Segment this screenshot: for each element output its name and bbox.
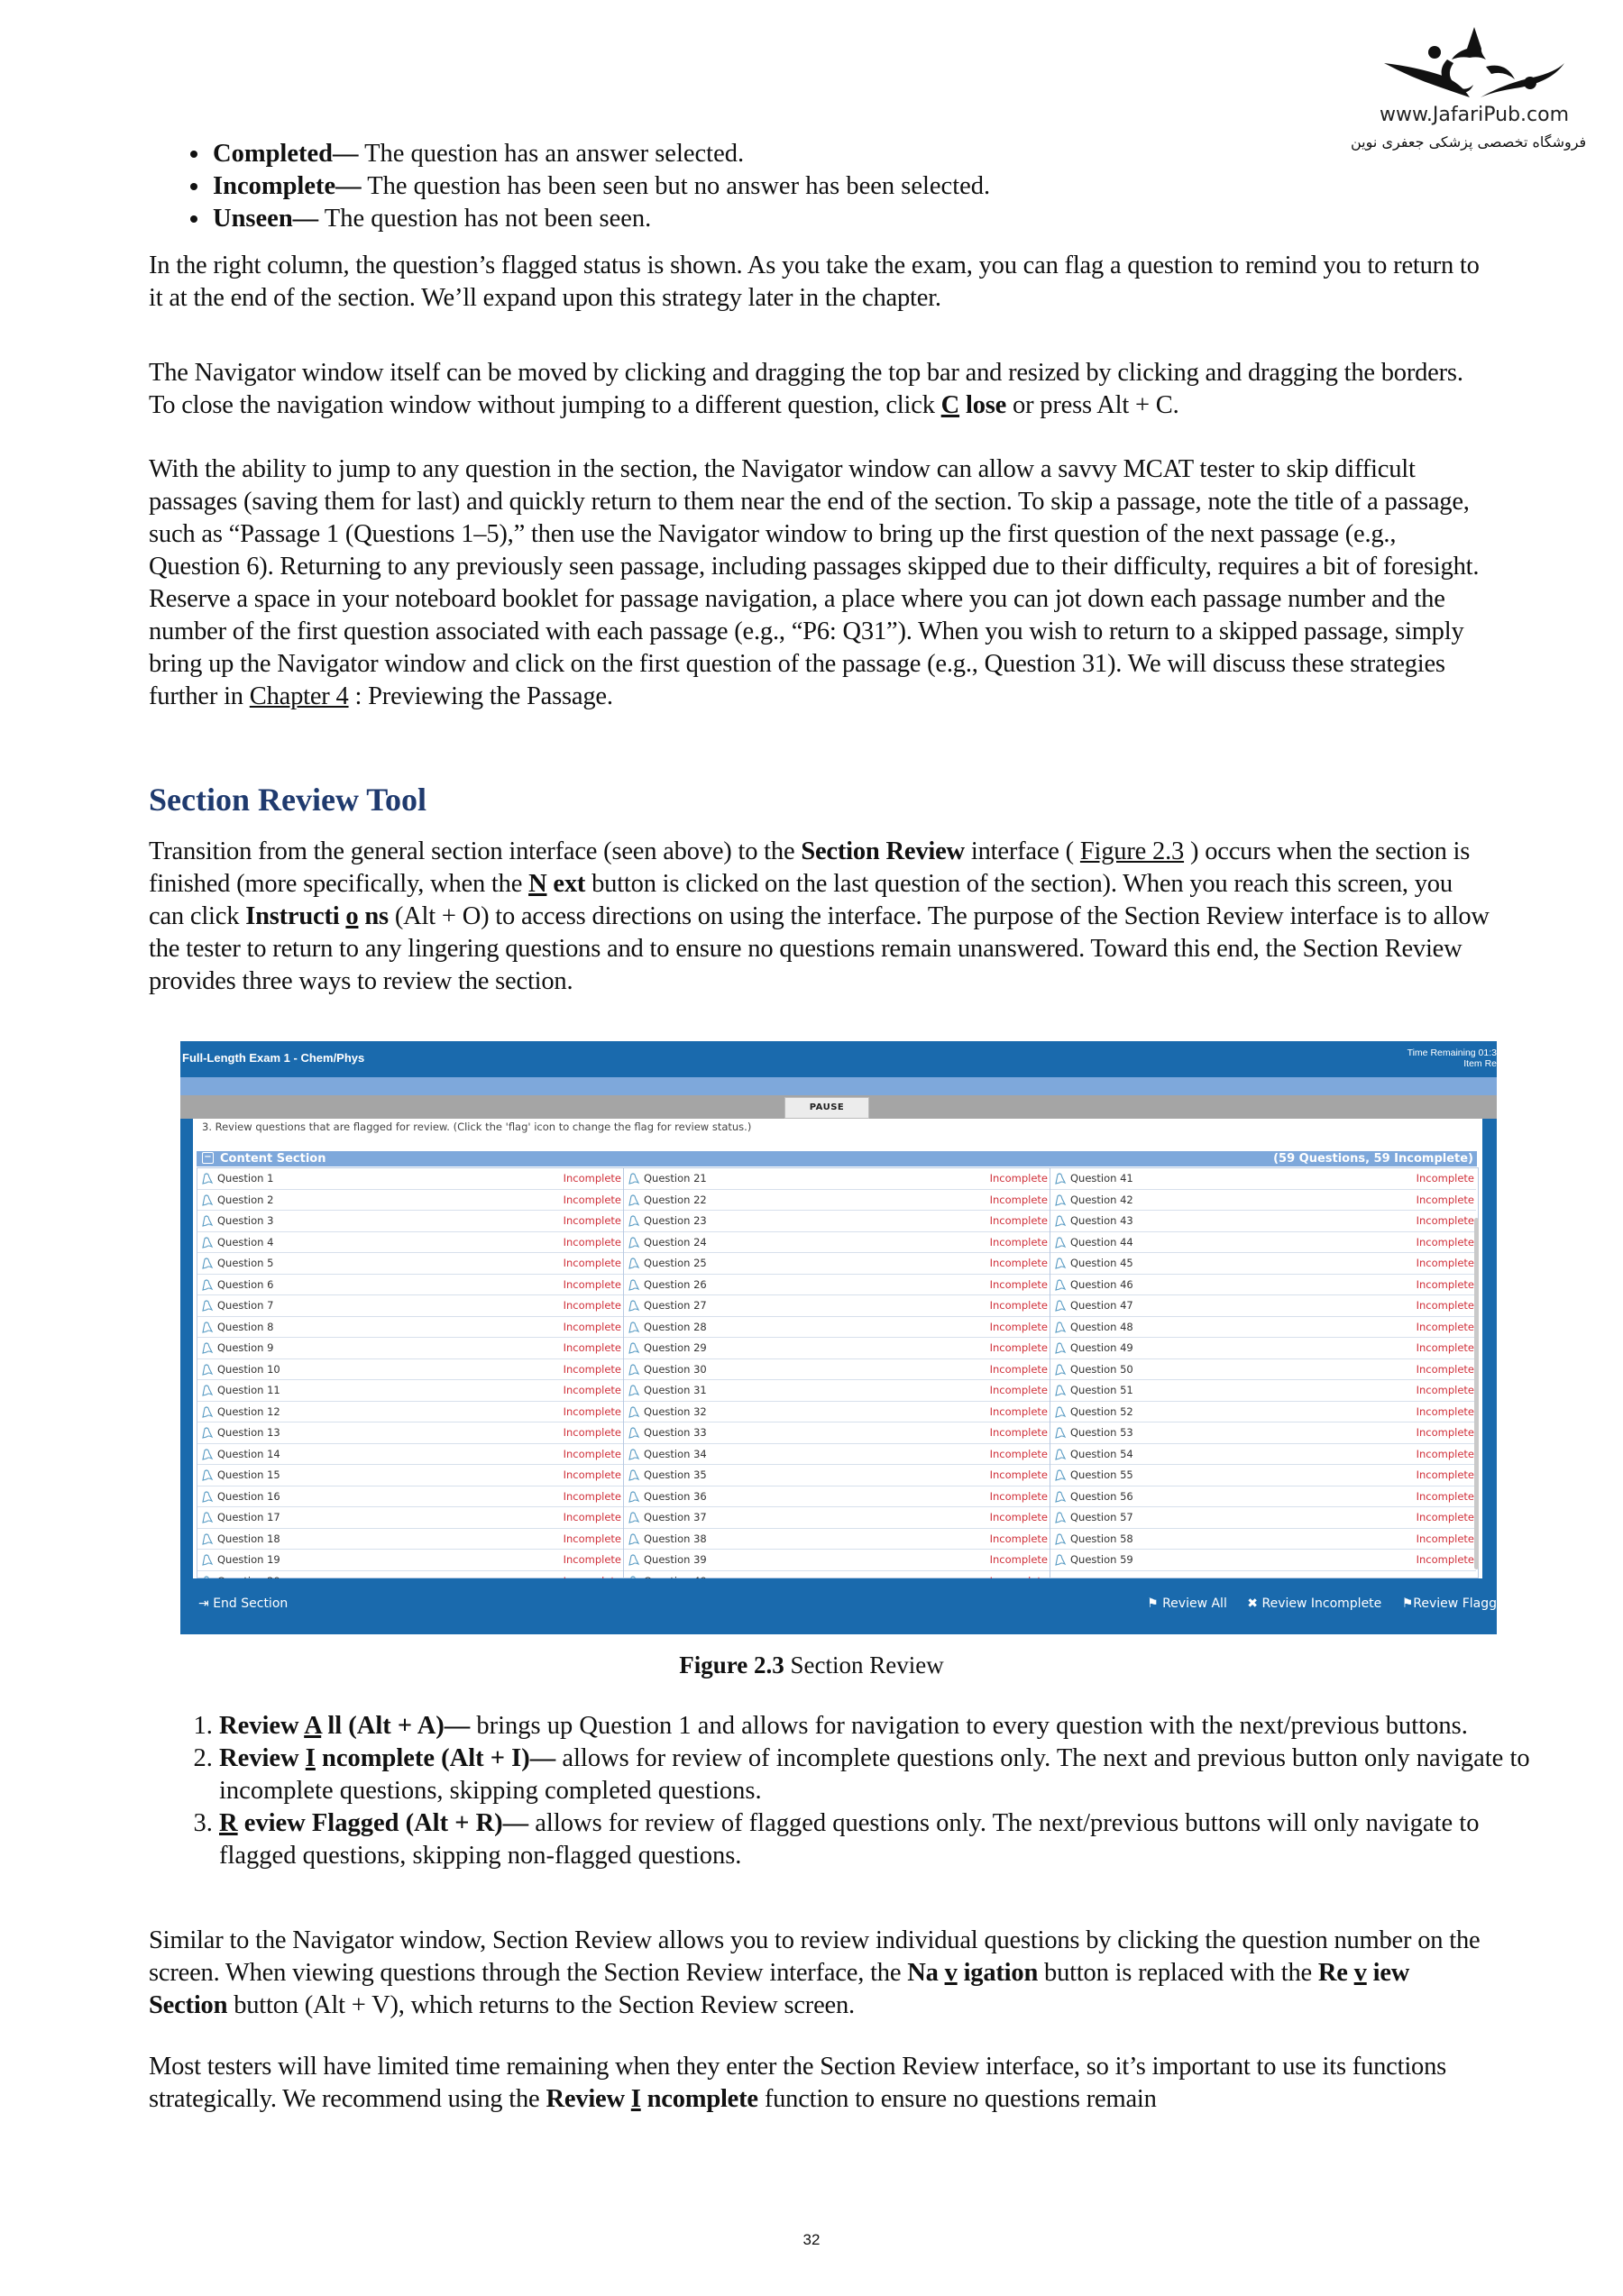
question-status: Incomplete [1416, 1299, 1474, 1312]
flag-icon[interactable] [1054, 1236, 1067, 1249]
question-label[interactable]: Question 2 [217, 1193, 274, 1206]
flag-icon[interactable] [201, 1511, 214, 1523]
review-option-flagged: 3. R eview Flagged (Alt + R)— allows for review of flagged questions only. The next/previous buttons will only navigate to flagged questions, skipping non-flagged questions. [219, 1807, 1536, 1872]
question-label[interactable]: Question 55 [1070, 1468, 1133, 1481]
question-row[interactable] [624, 1317, 1050, 1339]
question-row[interactable] [1050, 1529, 1476, 1550]
status-item-unseen: • Unseen— The question has not been seen. [211, 203, 990, 235]
scrollbar[interactable] [1474, 1218, 1479, 1569]
question-label[interactable]: Question 28 [644, 1320, 707, 1333]
question-status: Incomplete [1416, 1489, 1474, 1503]
question-row[interactable] [1050, 1444, 1476, 1466]
flag-icon[interactable] [201, 1405, 214, 1418]
question-row[interactable] [624, 1253, 1050, 1275]
question-status: Incomplete [1416, 1362, 1474, 1376]
question-label[interactable]: Question 46 [1070, 1277, 1133, 1291]
question-status: Incomplete [563, 1341, 621, 1354]
flag-icon[interactable] [1054, 1553, 1067, 1566]
flag-icon[interactable] [201, 1194, 214, 1206]
question-row[interactable] [1050, 1486, 1476, 1508]
question-status: Incomplete [989, 1362, 1048, 1376]
question-status: Incomplete [1416, 1447, 1474, 1460]
flag-icon[interactable] [628, 1468, 640, 1481]
exam-title-bar [180, 1041, 1497, 1077]
question-label[interactable]: Question 52 [1070, 1404, 1133, 1418]
flag-icon[interactable] [201, 1236, 214, 1249]
section-count: (59 Questions, 59 Incomplete) [1273, 1152, 1473, 1166]
question-status: Incomplete [563, 1489, 621, 1503]
question-row[interactable] [197, 1232, 623, 1254]
flag-icon[interactable] [201, 1426, 214, 1439]
question-status: Incomplete [1416, 1277, 1474, 1291]
question-label[interactable]: Question 12 [217, 1404, 280, 1418]
section-name: Content Section [220, 1152, 326, 1166]
review-flagged-button[interactable]: ⚑Review Flagg [1401, 1596, 1497, 1611]
question-row[interactable] [624, 1295, 1050, 1317]
question-label[interactable]: Question 36 [644, 1489, 707, 1503]
flag-icon[interactable] [1054, 1257, 1067, 1269]
question-status: Incomplete [1416, 1214, 1474, 1227]
question-row[interactable] [624, 1359, 1050, 1381]
review-option-all: 1. Review A ll (Alt + A)— brings up Question 1 and allows for navigation to every question with the next/previous buttons. [219, 1710, 1536, 1743]
question-status: Incomplete [563, 1172, 621, 1185]
question-status: Incomplete [989, 1320, 1048, 1333]
flag-icon[interactable] [1054, 1299, 1067, 1312]
review-incomplete-button[interactable]: ✖ Review Incomplete [1247, 1596, 1382, 1611]
flag-icon[interactable] [201, 1384, 214, 1396]
question-status: Incomplete [563, 1235, 621, 1249]
question-row[interactable] [197, 1444, 623, 1466]
question-row[interactable] [197, 1253, 623, 1275]
question-row[interactable] [624, 1168, 1050, 1190]
question-status: Incomplete [563, 1299, 621, 1312]
question-label[interactable]: Question 25 [644, 1257, 707, 1269]
flag-icon[interactable] [1054, 1532, 1067, 1545]
question-status: Incomplete [563, 1320, 621, 1333]
flag-icon[interactable] [201, 1532, 214, 1545]
question-column-2 [624, 1168, 1050, 1592]
question-row[interactable] [197, 1486, 623, 1508]
flag-icon[interactable] [1054, 1194, 1067, 1206]
question-label[interactable]: Question 34 [644, 1447, 707, 1460]
question-row[interactable] [1050, 1275, 1476, 1296]
review-content [193, 1119, 1482, 1578]
question-status: Incomplete [1416, 1404, 1474, 1418]
question-label[interactable]: Question 8 [217, 1320, 274, 1333]
review-option-incomplete: 2. Review I ncomplete (Alt + I)— allows for review of incomplete questions only. The next and previous button only navigate to incomplete questions, skipping completed questions. [219, 1743, 1536, 1807]
calligraphy-logo-icon [1380, 20, 1569, 105]
question-label[interactable]: Question 26 [644, 1277, 707, 1291]
flag-icon[interactable] [1054, 1214, 1067, 1227]
question-status: Incomplete [989, 1193, 1048, 1206]
flag-icon[interactable] [628, 1214, 640, 1227]
flag-icon[interactable] [1054, 1384, 1067, 1396]
question-status: Incomplete [1416, 1235, 1474, 1249]
question-status: Incomplete [563, 1426, 621, 1439]
question-row[interactable] [197, 1550, 623, 1571]
question-label[interactable]: Question 14 [217, 1447, 280, 1460]
question-status: Incomplete [989, 1235, 1048, 1249]
question-label[interactable]: Question 45 [1070, 1257, 1133, 1269]
question-status: Incomplete [563, 1532, 621, 1545]
question-status: Incomplete [563, 1404, 621, 1418]
flag-icon[interactable] [628, 1172, 640, 1185]
section-heading: Section Review Tool [149, 782, 427, 818]
paragraph-skip-passages: With the ability to jump to any question in the section, the Navigator window can allow a savvy MCAT tester to skip difficult passages (saving them for last) and quickly return to them near the end of the section. To skip a passage, note the title of a passage, such as “Passage 1 (Questions 1–5),” then use the Navigator window to bring up the first question of the next passage (e.g., Question 6). Returning to any previously seen passage, including passages skipped due to their difficulty, requires a bit of foresight. Reserve a space in your noteboard booklet for passage navigation, a place where you can jot down each passage number and the number of the first question associated with each passage (e.g., “P6: Q31”). When you wish to return to a skipped passage, simply bring up the Navigator window and click on the first question of the passage (e.g., Question 31). We will discuss these strategies further in Chapter 4 : Previewing the Passage. [149, 455, 1480, 710]
flag-icon[interactable] [201, 1172, 214, 1185]
question-row[interactable] [197, 1211, 623, 1232]
question-label[interactable]: Question 3 [217, 1214, 274, 1227]
question-status: Incomplete [989, 1299, 1048, 1312]
flag-icon[interactable] [1054, 1448, 1067, 1460]
collapse-icon[interactable]: − [202, 1152, 214, 1164]
flag-icon[interactable] [628, 1194, 640, 1206]
question-row[interactable] [624, 1550, 1050, 1571]
flag-icon[interactable] [628, 1553, 640, 1566]
exit-icon: ⇥ [198, 1596, 214, 1611]
question-label[interactable]: Question 4 [217, 1235, 274, 1249]
question-row[interactable] [197, 1295, 623, 1317]
flag-icon[interactable] [1054, 1363, 1067, 1376]
review-options-list [176, 1710, 1536, 1872]
publisher-tagline: فروشگاه تخصصی پزشکی جعفری نوین [1351, 133, 1587, 151]
question-row[interactable] [624, 1422, 1050, 1444]
flag-icon[interactable] [1054, 1341, 1067, 1354]
question-row[interactable] [197, 1465, 623, 1486]
toolbar-strip [180, 1077, 1497, 1095]
question-status: Incomplete [989, 1404, 1048, 1418]
flag-icon[interactable] [201, 1341, 214, 1354]
question-row[interactable] [624, 1507, 1050, 1529]
question-row[interactable] [624, 1190, 1050, 1212]
question-status: Incomplete [563, 1257, 621, 1269]
question-row[interactable] [1050, 1380, 1476, 1402]
end-section-button[interactable]: ⇥ End Section [198, 1596, 289, 1611]
figure-caption: Figure 2.3 Section Review [679, 1651, 944, 1679]
flag-icon[interactable] [628, 1384, 640, 1396]
flag-icon[interactable] [628, 1299, 640, 1312]
question-label[interactable]: Question 32 [644, 1404, 707, 1418]
question-row[interactable] [1050, 1253, 1476, 1275]
question-row[interactable] [1050, 1232, 1476, 1254]
flag-icon[interactable] [201, 1448, 214, 1460]
question-label[interactable]: Question 39 [644, 1553, 707, 1566]
question-status: Incomplete [563, 1511, 621, 1523]
question-label[interactable]: Question 10 [217, 1362, 280, 1376]
question-label[interactable]: Question 18 [217, 1532, 280, 1545]
question-status: Incomplete [563, 1384, 621, 1396]
question-grid [197, 1167, 1479, 1578]
paragraph-most-testers: Most testers will have limited time remaining when they enter the Section Review interface, so it’s important to use its functions strategically. We recommend using the Review I ncomplete function to ensure no questions remain [149, 2053, 1447, 2113]
question-label[interactable]: Question 22 [644, 1193, 707, 1206]
flag-icon[interactable] [201, 1363, 214, 1376]
question-label[interactable]: Question 38 [644, 1532, 707, 1545]
question-row[interactable] [1050, 1507, 1476, 1529]
flag-icon[interactable] [628, 1236, 640, 1249]
flag-icon[interactable] [628, 1426, 640, 1439]
question-label[interactable]: Question 19 [217, 1553, 280, 1566]
question-status: Incomplete [1416, 1257, 1474, 1269]
flag-icon: ⚑ [1401, 1596, 1414, 1611]
question-label[interactable]: Question 37 [644, 1511, 707, 1523]
figure-2-3-link[interactable]: Figure 2.3 [1079, 837, 1185, 865]
flag-icon[interactable] [628, 1341, 640, 1354]
x-icon: ✖ [1247, 1596, 1262, 1611]
question-status: Incomplete [563, 1447, 621, 1460]
question-status: Incomplete [989, 1172, 1048, 1185]
question-row[interactable] [197, 1380, 623, 1402]
flag-icon[interactable] [1054, 1426, 1067, 1439]
question-status: Incomplete [1416, 1384, 1474, 1396]
question-label[interactable]: Question 54 [1070, 1447, 1133, 1460]
pause-button[interactable]: PAUSE [784, 1097, 869, 1119]
question-status: Incomplete [1416, 1341, 1474, 1354]
question-status: Incomplete [563, 1214, 621, 1227]
question-label[interactable]: Question 27 [644, 1299, 707, 1312]
question-label[interactable]: Question 16 [217, 1489, 280, 1503]
question-label[interactable]: Question 56 [1070, 1489, 1133, 1503]
flag-icon[interactable] [1054, 1278, 1067, 1291]
question-label[interactable]: Question 58 [1070, 1532, 1133, 1545]
question-status: Incomplete [989, 1532, 1048, 1545]
flag-icon[interactable] [628, 1405, 640, 1418]
question-row[interactable] [1050, 1338, 1476, 1359]
flag-icon[interactable] [628, 1490, 640, 1503]
flag-icon[interactable] [1054, 1321, 1067, 1333]
question-label[interactable]: Question 43 [1070, 1214, 1133, 1227]
question-label[interactable]: Question 35 [644, 1468, 707, 1481]
question-row[interactable] [624, 1465, 1050, 1486]
question-row[interactable] [1050, 1211, 1476, 1232]
question-row[interactable] [624, 1338, 1050, 1359]
question-status: Incomplete [1416, 1172, 1474, 1185]
flag-icon[interactable] [201, 1490, 214, 1503]
question-row[interactable] [197, 1338, 623, 1359]
question-label[interactable]: Question 47 [1070, 1299, 1133, 1312]
question-row[interactable] [624, 1529, 1050, 1550]
question-status: Incomplete [989, 1426, 1048, 1439]
question-status: Incomplete [989, 1489, 1048, 1503]
question-label[interactable]: Question 30 [644, 1362, 707, 1376]
question-label[interactable]: Question 5 [217, 1257, 274, 1269]
paragraph-transition: Transition from the general section interface (seen above) to the Section Review interface ( Figure 2.3 ) occurs when the section is finished (more specifically, when the N ext button is clicked on the last question of the section). When you reach this screen, you can click Instructi o ns (Alt + O) to access directions on using the interface. The purpose of the Section Review interface is to allow the tester to return to any lingering questions and to ensure no questions remain unanswered. Toward this end, the Section Review provides three ways to review the section. [149, 837, 1490, 995]
flag-icon[interactable] [628, 1363, 640, 1376]
question-row[interactable] [1050, 1465, 1476, 1486]
question-status: Incomplete [1416, 1193, 1474, 1206]
question-row[interactable] [1050, 1359, 1476, 1381]
question-row[interactable] [1050, 1422, 1476, 1444]
question-status: Incomplete [989, 1341, 1048, 1354]
question-row[interactable] [624, 1486, 1050, 1508]
question-row[interactable] [1050, 1317, 1476, 1339]
publisher-url: www.JafariPub.com [1379, 104, 1570, 126]
question-label[interactable]: Question 59 [1070, 1553, 1133, 1566]
question-row[interactable] [624, 1211, 1050, 1232]
question-label[interactable]: Question 33 [644, 1426, 707, 1439]
question-status: Incomplete [989, 1511, 1048, 1523]
question-row[interactable] [197, 1507, 623, 1529]
page-number: 32 [802, 2231, 821, 2248]
question-row[interactable] [197, 1168, 623, 1190]
paragraph-similar: Similar to the Navigator window, Section Review allows you to review individual questions by clicking the question number on the screen. When viewing questions through the Section Review interface, the Na v igation button is replaced with the Re v iew Section button (Alt + V), which returns to the Section Review screen. [149, 1926, 1481, 2019]
question-status: Incomplete [989, 1384, 1048, 1396]
question-status: Incomplete [989, 1257, 1048, 1269]
question-label[interactable]: Question 13 [217, 1426, 280, 1439]
question-label[interactable]: Question 31 [644, 1384, 707, 1396]
question-label[interactable]: Question 17 [217, 1511, 280, 1523]
question-row[interactable] [197, 1359, 623, 1381]
question-status: Incomplete [563, 1362, 621, 1376]
flag-icon[interactable] [1054, 1490, 1067, 1503]
question-label[interactable]: Question 41 [1070, 1172, 1133, 1185]
paragraph-flag-status: In the right column, the question’s flagged status is shown. As you take the exam, you can flag a question to remind you to return to it at the end of the section. We’ll expand upon this strategy later in the chapter. [149, 252, 1480, 312]
question-row[interactable] [197, 1275, 623, 1296]
question-row[interactable] [197, 1529, 623, 1550]
flag-icon[interactable] [201, 1553, 214, 1566]
question-label[interactable]: Question 1 [217, 1172, 274, 1185]
question-status: Incomplete [563, 1468, 621, 1481]
section-review-screenshot [180, 1041, 1497, 1634]
flag-icon[interactable] [201, 1468, 214, 1481]
publisher-logo [1343, 20, 1605, 151]
question-status: Incomplete [989, 1553, 1048, 1566]
question-row[interactable] [624, 1275, 1050, 1296]
question-label[interactable]: Question 11 [217, 1384, 280, 1396]
flag-icon[interactable] [1054, 1172, 1067, 1185]
question-row[interactable] [624, 1380, 1050, 1402]
question-status: Incomplete [1416, 1532, 1474, 1545]
question-row[interactable] [1050, 1190, 1476, 1212]
question-row[interactable] [197, 1422, 623, 1444]
content-section-header[interactable] [197, 1151, 1477, 1166]
question-status: Incomplete [563, 1193, 621, 1206]
question-status: Incomplete [989, 1468, 1048, 1481]
question-label[interactable]: Question 6 [217, 1277, 274, 1291]
review-instruction: 3. Review questions that are flagged for review. (Click the 'flag' icon to change the flag for review status.) [202, 1121, 752, 1133]
question-row[interactable] [197, 1402, 623, 1423]
flag-icon[interactable] [628, 1278, 640, 1291]
question-column-3 [1050, 1168, 1476, 1571]
question-row[interactable] [624, 1232, 1050, 1254]
question-row[interactable] [624, 1444, 1050, 1466]
question-status: Incomplete [1416, 1426, 1474, 1439]
flag-icon[interactable] [1054, 1511, 1067, 1523]
flag-icon[interactable] [201, 1278, 214, 1291]
question-row[interactable] [197, 1190, 623, 1212]
review-footer [180, 1578, 1497, 1634]
flag-icon[interactable] [628, 1532, 640, 1545]
exam-title: Full-Length Exam 1 - Chem/Phys [182, 1051, 365, 1065]
question-status: Incomplete [1416, 1320, 1474, 1333]
review-all-button[interactable]: ⚑ Review All [1147, 1596, 1227, 1611]
review-buttons [1131, 1596, 1497, 1611]
question-status: Incomplete [1416, 1468, 1474, 1481]
question-label[interactable]: Question 50 [1070, 1362, 1133, 1376]
flag-icon[interactable] [201, 1214, 214, 1227]
review-all-icon: ⚑ [1147, 1596, 1163, 1611]
question-row[interactable] [1050, 1168, 1476, 1190]
question-label[interactable]: Question 49 [1070, 1341, 1133, 1354]
flag-icon[interactable] [201, 1299, 214, 1312]
question-status: Incomplete [1416, 1511, 1474, 1523]
question-label[interactable]: Question 57 [1070, 1511, 1133, 1523]
question-status: Incomplete [563, 1553, 621, 1566]
question-label[interactable]: Question 7 [217, 1299, 274, 1312]
question-status: Incomplete [989, 1214, 1048, 1227]
question-row[interactable] [1050, 1550, 1476, 1571]
question-label[interactable]: Question 42 [1070, 1193, 1133, 1206]
question-label[interactable]: Question 51 [1070, 1384, 1133, 1396]
question-column-1 [197, 1168, 624, 1592]
question-status: Incomplete [1416, 1553, 1474, 1566]
flag-icon[interactable] [201, 1257, 214, 1269]
status-item-incomplete: • Incomplete— The question has been seen but no answer has been selected. [211, 170, 990, 203]
flag-icon[interactable] [1054, 1405, 1067, 1418]
question-row[interactable] [197, 1317, 623, 1339]
flag-icon[interactable] [628, 1511, 640, 1523]
question-row[interactable] [624, 1402, 1050, 1423]
question-label[interactable]: Question 29 [644, 1341, 707, 1354]
chapter-4-link[interactable]: Chapter 4 [249, 682, 349, 710]
status-item-completed: • Completed— The question has an answer selected. [211, 138, 990, 170]
question-status: Incomplete [563, 1277, 621, 1291]
flag-icon[interactable] [628, 1448, 640, 1460]
flag-icon[interactable] [1054, 1468, 1067, 1481]
question-label[interactable]: Question 21 [644, 1172, 707, 1185]
question-row[interactable] [1050, 1295, 1476, 1317]
question-status: Incomplete [989, 1277, 1048, 1291]
flag-icon[interactable] [628, 1257, 640, 1269]
question-row[interactable] [1050, 1402, 1476, 1423]
flag-icon[interactable] [628, 1321, 640, 1333]
question-label[interactable]: Question 24 [644, 1235, 707, 1249]
question-label[interactable]: Question 15 [217, 1468, 280, 1481]
paragraph-navigator-move: The Navigator window itself can be moved by clicking and dragging the top bar and resized by clicking and dragging the borders. To close the navigation window without jumping to a different question, click C lose or press Alt + C. [149, 359, 1463, 419]
question-label[interactable]: Question 23 [644, 1214, 707, 1227]
status-definitions-list [180, 138, 990, 235]
question-label[interactable]: Question 53 [1070, 1426, 1133, 1439]
question-status: Incomplete [989, 1447, 1048, 1460]
flag-icon[interactable] [201, 1321, 214, 1333]
question-label[interactable]: Question 9 [217, 1341, 274, 1354]
question-label[interactable]: Question 48 [1070, 1320, 1133, 1333]
question-label[interactable]: Question 44 [1070, 1235, 1133, 1249]
time-remaining: Time Remaining 01:3 Item Re [1407, 1047, 1497, 1069]
